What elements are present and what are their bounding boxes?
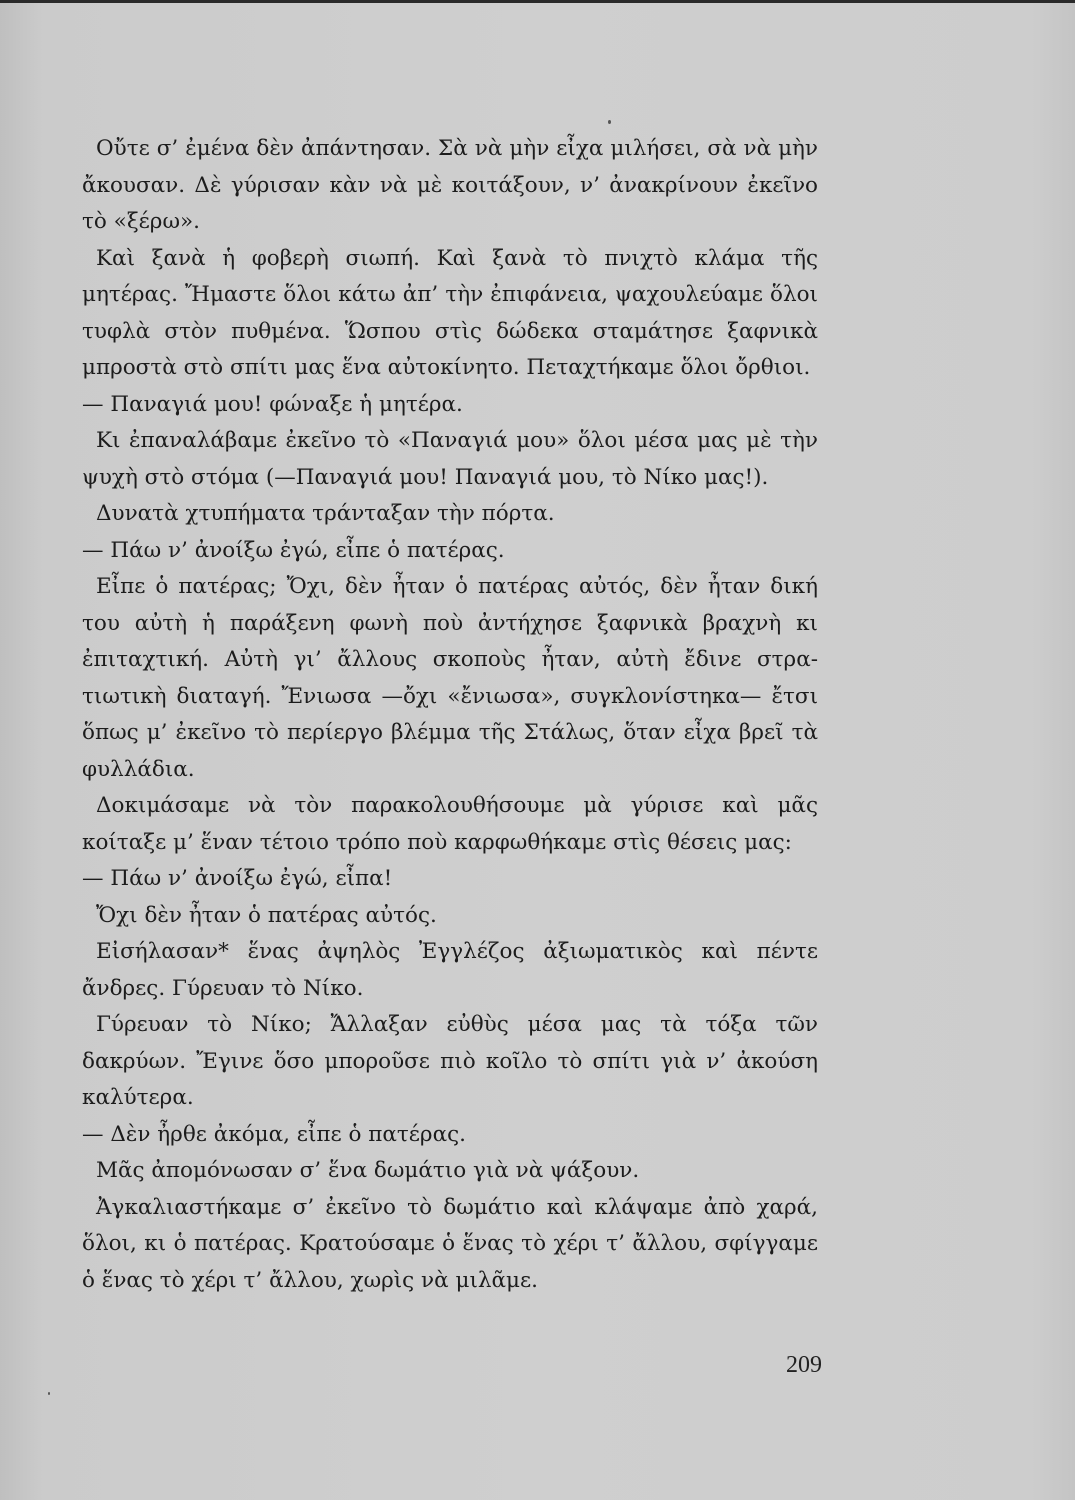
dialogue-line: — Δὲν ἦρθε ἀκόμα, εἶπε ὁ πατέρας. [82, 1121, 466, 1147]
paragraph: Εἰσήλασαν* ἕνας ἀψηλὸς Ἐγγλέζος ἀξιωματικὸς καὶ πέντε ἄνδρες. Γύρευαν τὸ Νίκο. [82, 939, 818, 1001]
dialogue-line: — Πάω ν’ ἀνοίξω ἐγώ, εἶπα! [82, 866, 393, 891]
paragraph: Ὄχι δὲν ἦταν ὁ πατέρας αὐτός. [96, 902, 437, 928]
paragraph: Οὔτε σ’ ἐμένα δὲν ἀπάντησαν. Σὰ νὰ μὴν εἶχα μιλήσει, σὰ νὰ μὴν ἄκουσαν. Δὲ γύρισαν κὰν νὰ μὲ κοιτάξουν, ν’ ἀνακρίνουν ἐκεῖνο τὸ «ξέρω». [82, 136, 818, 234]
paragraph: Εἶπε ὁ πατέρας; Ὄχι, δὲν ἦταν ὁ πατέρας αὐτός, δὲν ἦταν δική του αὐτὴ ἡ παράξενη φωνὴ ποὺ ἀντήχησε ξαφνικὰ βραχνὴ κι ἐπιταχτική. Αὐτὴ γι’ ἄλλους σκοποὺς ἦταν, αὐτὴ ἔδινε στρατιωτικὴ διαταγή. Ἔνιωσα —ὄχι «ἔνιωσα», συγκλονίστηκα— ἔτσι ὅπως μ’ ἐκεῖνο τὸ περίεργο βλέμμα τῆς Στάλως, ὅταν εἶχα βρεῖ τὰ φυλλάδια. [82, 574, 818, 782]
paragraph: Δοκιμάσαμε νὰ τὸν παρακολουθήσουμε μὰ γύρισε καὶ μᾶς κοίταξε μ’ ἕναν τέτοιο τρόπο ποὺ καρφωθήκαμε στὶς θέσεις μας: [82, 793, 818, 855]
page-number: 209 [786, 1352, 822, 1378]
body-text [82, 131, 818, 1299]
ink-speck [608, 120, 611, 124]
scan-top-edge [0, 0, 1075, 3]
paragraph: Γύρευαν τὸ Νίκο; Ἄλλαξαν εὐθὺς μέσα μας τὰ τόξα τῶν δακρύων. Ἔγινε ὅσο μποροῦσε πιὸ κοῖλο τὸ σπίτι γιὰ ν’ ἀκούση καλύτερα. [82, 1012, 818, 1110]
dialogue-line: — Παναγιά μου! φώναξε ἡ μητέρα. [82, 391, 463, 417]
paragraph: Δυνατὰ χτυπήματα τράνταξαν τὴν πόρτα. [96, 501, 555, 526]
paragraph: Κι ἐπαναλάβαμε ἐκεῖνο τὸ «Παναγιά μου» ὅλοι μέσα μας μὲ τὴν ψυχὴ στὸ στόμα (—Παναγιά μου! Παναγιά μου, τὸ Νίκο μας!). [82, 428, 818, 490]
paragraph: Μᾶς ἀπομόνωσαν σ’ ἕνα δωμάτιο γιὰ νὰ ψάξουν. [96, 1158, 640, 1183]
paragraph: Καὶ ξανὰ ἡ φοβερὴ σιωπή. Καὶ ξανὰ τὸ πνιχτὸ κλάμα τῆς μητέρας. Ἤμαστε ὅλοι κάτω ἀπ’ τὴν ἐπιφάνεια, ψαχουλεύαμε ὅλοι τυφλὰ στὸν πυθμένα. Ὥσπου στὶς δώδεκα σταμάτησε ξαφνικὰ μπροστὰ στὸ σπίτι μας ἕνα αὐτοκίνητο. Πεταχτήκαμε ὅλοι ὄρθιοι. [82, 245, 818, 380]
dialogue-line: — Πάω ν’ ἀνοίξω ἐγώ, εἶπε ὁ πατέρας. [82, 537, 505, 563]
paragraph: Ἀγκαλιαστήκαμε σ’ ἐκεῖνο τὸ δωμάτιο καὶ κλάψαμε ἀπὸ χαρά, ὅλοι, κι ὁ πατέρας. Κρατούσαμε ὁ ἕνας τὸ χέρι τ’ ἄλλου, σφίγγαμε ὁ ἕνας τὸ χέρι τ’ ἄλλου, χωρὶς νὰ μιλᾶμε. [82, 1194, 818, 1293]
ink-speck [48, 1392, 50, 1395]
